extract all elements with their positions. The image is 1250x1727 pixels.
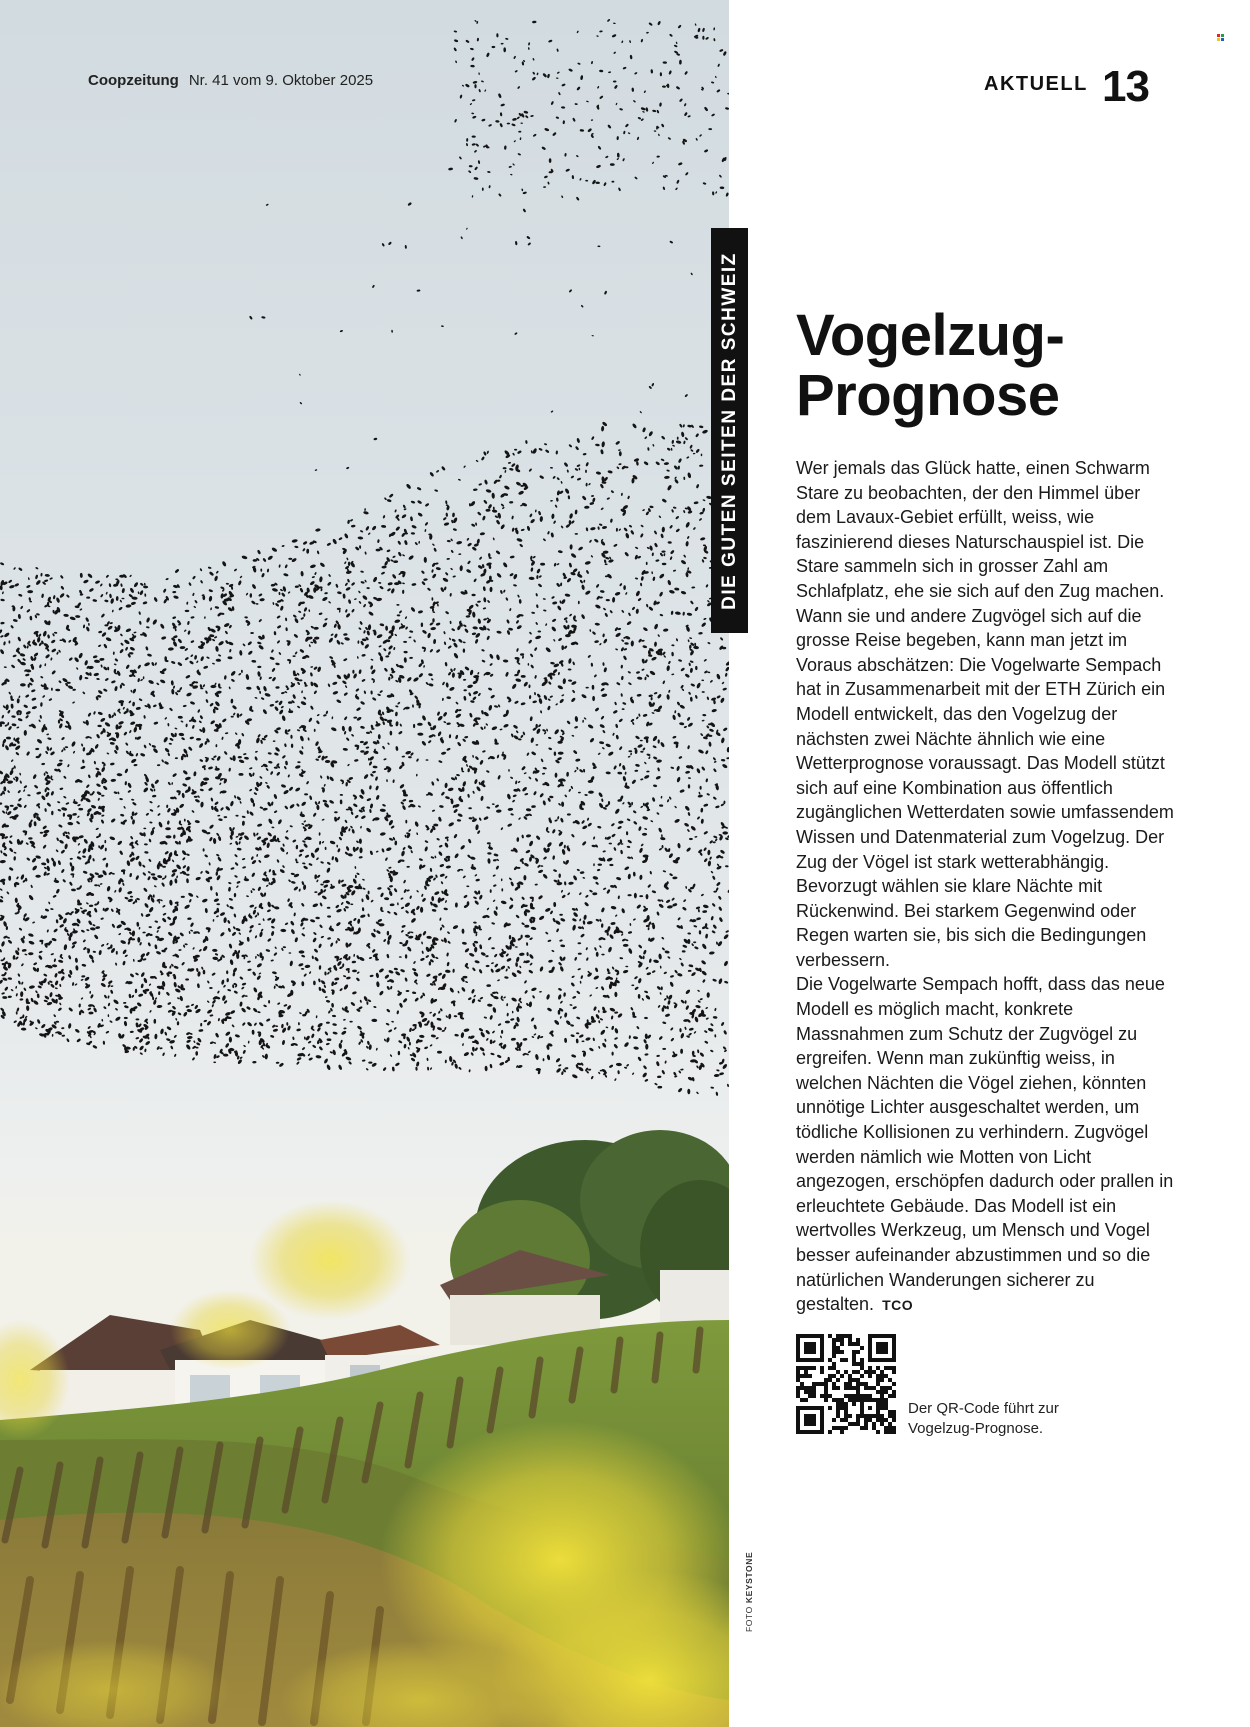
publication-name: Coopzeitung: [88, 72, 179, 89]
article-paragraph: Wann sie und andere Zugvögel sich auf die grosse Reise begeben, kann man jetzt im Voraus abschätzen: Die Vogelwarte Sempach hat in Zusammenarbeit mit der ETH Zürich ein Modell entwickelt, das den Vogelzug der nächsten zwei Nächte ähnlich wie eine Wetterprognose voraussagt. Das Modell stützt sich auf eine Kombination aus öffentlich zugänglichen Wetterdaten sowie umfassendem Wissen und Datenmaterial zum Vogelzug. Der Zug der Vögel ist stark wetterabhängig. Bevorzugt wählen sie klare Nächte mit Rückenwind. Bei starkem Gegenwind oder Regen warten sie, bis sich die Bedingungen verbessern.: [796, 605, 1174, 970]
series-tab-label: DIE GUTEN SEITEN DER SCHWEIZ: [718, 251, 740, 610]
article-headline: [796, 303, 1216, 428]
qr-caption: Der QR-Code führt zur Vogelzug-Prognose.: [908, 1400, 1059, 1437]
masthead: [88, 72, 373, 89]
color-registration-mark: [1217, 34, 1224, 41]
article-paragraph-text: Die Vogelwarte Sempach hofft, dass das neue Modell es möglich macht, konkrete Massnahmen zum Schutz der Zugvögel zu ergreifen. Wenn man zukünftig weiss, in welchen Nächten die Vögel ziehen, könnten unnötige Lichter ausgeschaltet werden, um tödliche Kollisionen zu verhindern. Zugvögel werden nämlich wie Motten von Licht angezogen, erschöpfen dadurch oder prallen in erleuchtete Gebäude. Das Modell ist ein wertvolles Werkzeug, um Mensch und Vogel besser aufeinander abzustimmen und so die natürlichen Wanderungen sicherer zu gestalten.: [796, 974, 1174, 1315]
photo-credit-agency: KEYSTONE: [744, 1551, 754, 1604]
headline-line-2: Prognose: [796, 363, 1060, 428]
photo-credit-prefix: FOTO: [744, 1606, 754, 1632]
article-paragraph: Wer jemals das Glück hatte, einen Schwarm Stare zu beobachten, der den Himmel über dem Lavaux-Gebiet erfüllt, weiss, wie faszinierend dieses Naturschauspiel ist. Die Stare sammeln sich in grosser Zahl am Schlafplatz, ehe sie sich auf den Zug machen.: [796, 458, 1165, 601]
article-paragraph: [796, 972, 1176, 1317]
qr-code-icon[interactable]: [796, 1334, 896, 1434]
headline-line-1: Vogelzug-: [796, 303, 1065, 368]
article-body: [796, 456, 1176, 1318]
issue-info: Nr. 41 vom 9. Oktober 2025: [188, 72, 374, 89]
series-tab: [711, 228, 748, 633]
photo-credit: [744, 1552, 754, 1632]
page-number: 13: [1102, 62, 1149, 111]
section-label: AKTUELL: [984, 73, 1088, 95]
author-initials: TCO: [882, 1297, 914, 1314]
